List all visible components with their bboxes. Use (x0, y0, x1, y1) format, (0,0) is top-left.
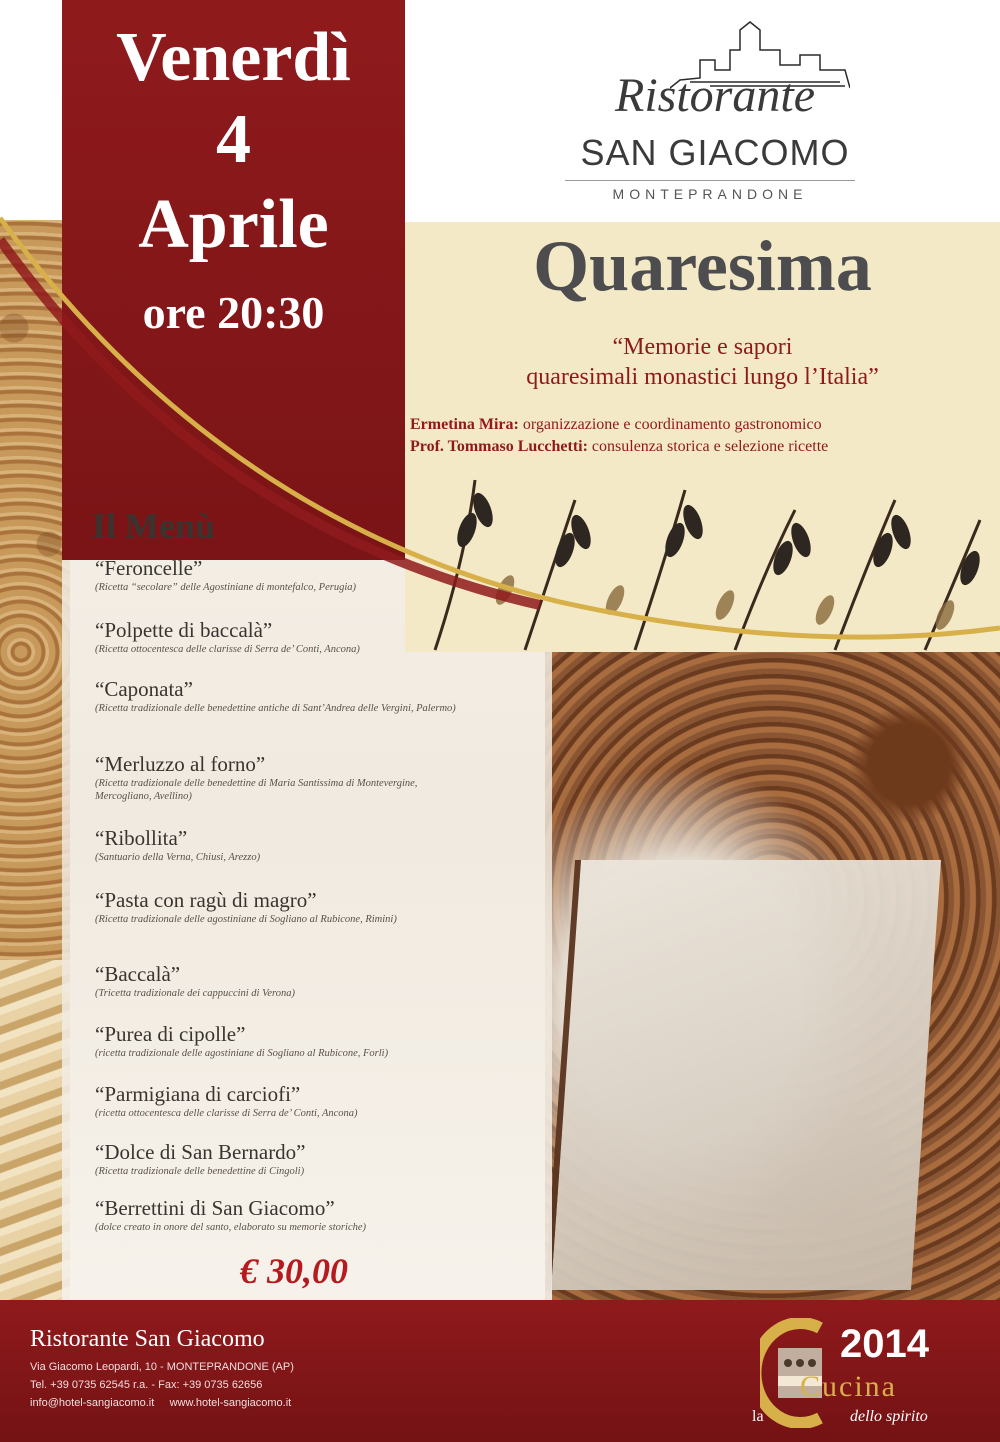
event-time: ore 20:30 (142, 287, 325, 338)
badge-cucina: Cucina (800, 1370, 897, 1403)
logo-divider (565, 180, 855, 181)
menu-item (95, 962, 535, 1000)
menu-item-name: “Parmigiana di carciofi” (95, 1082, 301, 1106)
menu-item-desc: (Ricetta ottocentesca delle clarisse di Serra de’ Conti, Ancona) (95, 644, 360, 655)
menu-item-desc: (ricetta ottocentesca delle clarisse di Serra de’ Conti, Ancona) (95, 1108, 358, 1119)
menu-price: € 30,00 (240, 1251, 348, 1291)
menu-item-name: “Merluzzo al forno” (95, 752, 266, 776)
subtitle-line-1: “Memorie e sapori (612, 334, 793, 360)
event-title: Quaresima (533, 226, 872, 306)
menu-item (95, 1140, 535, 1178)
badge-la: la (752, 1408, 764, 1425)
footer-web: info@hotel-sangiacomo.it www.hotel-sangiacomo.it (30, 1397, 292, 1409)
footer-restaurant-name: Ristorante San Giacomo (30, 1326, 265, 1352)
logo-location-line: MONTEPRANDONE (612, 186, 808, 202)
event-subtitle (405, 332, 1000, 392)
menu-item-name: “Polpette di baccalà” (95, 618, 273, 642)
menu-item-name: “Caponata” (95, 677, 193, 701)
credit-role-1: organizzazione e coordinamento gastronomico (518, 416, 822, 433)
credit-name-2: Prof. Tommaso Lucchetti: (410, 438, 588, 455)
menu-item-desc: (Tricetta tradizionale dei cappuccini di Verona) (95, 988, 295, 999)
menu-item-desc: (Ricetta “secolare” delle Agostiniane di montefalco, Perugia) (95, 582, 356, 593)
menu-heading: Il Menù (92, 506, 216, 546)
credit-line-1 (410, 414, 1000, 436)
badge-year: 2014 (840, 1322, 929, 1366)
menu-item (95, 618, 535, 656)
wheat-ears-photo (0, 960, 70, 1300)
menu-item-desc: (ricetta tradizionale delle agostiniane di Sogliano al Rubicone, Forlì) (95, 1048, 389, 1059)
bread-flour-crust (545, 860, 941, 1290)
credit-line-2 (410, 436, 1000, 458)
footer-contacts (30, 1358, 294, 1412)
menu-item-name: “Purea di cipolle” (95, 1022, 246, 1046)
badge-spirito: dello spirito (850, 1408, 928, 1425)
menu-item-name: “Feroncelle” (95, 556, 203, 580)
logo-script-line: Ristorante (615, 69, 815, 122)
menu-item-desc: (Santuario della Verna, Chiusi, Arezzo) (95, 852, 261, 863)
event-day: Venerdì (116, 19, 351, 96)
menu-item (95, 1196, 535, 1234)
menu-item (95, 1022, 535, 1060)
menu-item (95, 752, 535, 803)
menu-item-name: “Dolce di San Bernardo” (95, 1140, 306, 1164)
credit-name-1: Ermetina Mira: (410, 416, 519, 433)
menu-item (95, 556, 535, 594)
menu-item (95, 888, 535, 926)
event-date-number: 4 (216, 101, 251, 178)
menu-item (95, 677, 535, 715)
footer-phone: Tel. +39 0735 62545 r.a. - Fax: +39 0735 62656 (30, 1379, 263, 1391)
menu-item-desc: (dolce creato in onore del santo, elaborato su memorie storiche) (95, 1222, 367, 1233)
credits-block (410, 414, 1000, 458)
credit-role-2: consulenza storica e selezione ricette (587, 438, 829, 455)
menu-item-name: “Ribollita” (95, 826, 188, 850)
menu-item-name: “Berrettini di San Giacomo” (95, 1196, 335, 1220)
footer-address: Via Giacomo Leopardi, 10 - MONTEPRANDONE (AP) (30, 1361, 294, 1373)
menu-item (95, 1082, 535, 1120)
subtitle-line-2: quaresimali monastici lungo l’Italia” (526, 364, 879, 390)
menu-item-desc: (Ricetta tradizionale delle agostiniane di Sogliano al Rubicone, Rimini) (95, 914, 397, 925)
menu-item-desc: (Ricetta tradizionale delle benedettine di Cingoli) (95, 1166, 305, 1177)
menu-item (95, 826, 535, 864)
menu-item-name: “Baccalà” (95, 962, 181, 986)
menu-item-desc: (Ricetta tradizionale delle benedettine di Maria Santissima di Montevergine, Mercogliano, Avellino) (95, 778, 418, 802)
menu-item-desc: (Ricetta tradizionale delle benedettine antiche di Sant’Andrea delle Vergini, Palermo) (95, 703, 456, 714)
event-month: Aprile (138, 186, 329, 263)
menu-item-name: “Pasta con ragù di magro” (95, 888, 317, 912)
logo-name-line: SAN GIACOMO (580, 132, 850, 173)
